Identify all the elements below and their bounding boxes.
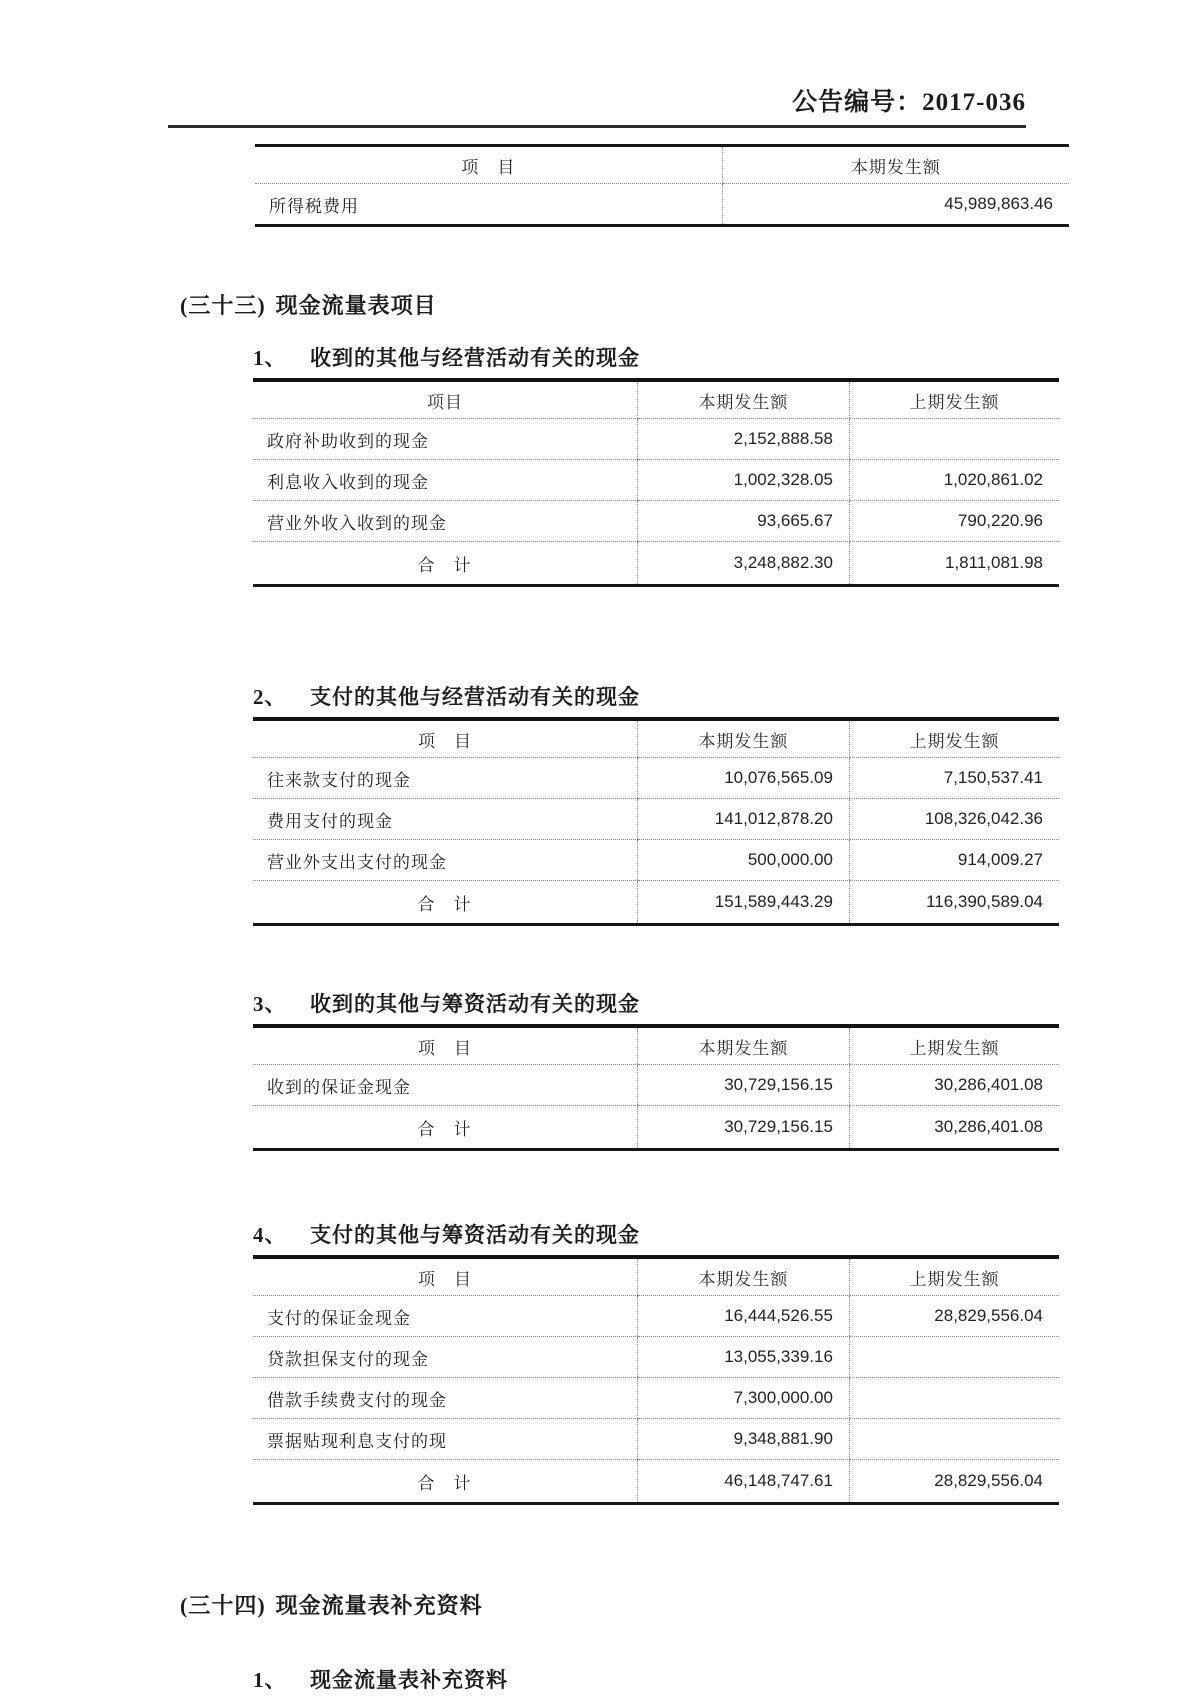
column-header: 项 目 [255, 146, 722, 184]
column-header: 上期发生额 [849, 1028, 1059, 1065]
column-header: 本期发生额 [637, 1028, 849, 1065]
subsection-number: 4、 [253, 1223, 287, 1247]
current-period-value: 500,000.00 [637, 840, 849, 881]
item-cell: 借款手续费支付的现金 [253, 1378, 637, 1419]
prior-period-value: 1,020,861.02 [849, 460, 1059, 501]
prior-period-value: 1,811,081.98 [849, 542, 1059, 586]
section-33-heading [180, 289, 1200, 320]
current-period-value: 46,148,747.61 [637, 1460, 849, 1504]
current-period-value: 141,012,878.20 [637, 799, 849, 840]
subsection-title: 支付的其他与经营活动有关的现金 [310, 685, 640, 709]
table-header-row [253, 721, 1059, 758]
prior-period-value: 790,220.96 [849, 501, 1059, 542]
item-cell: 贷款担保支付的现金 [253, 1337, 637, 1378]
table-row [253, 840, 1059, 881]
current-period-value: 30,729,156.15 [637, 1106, 849, 1150]
prior-period-value: 30,286,401.08 [849, 1106, 1059, 1150]
current-period-value: 3,248,882.30 [637, 542, 849, 586]
table-row [255, 184, 1069, 226]
current-period-value: 2,152,888.58 [637, 419, 849, 460]
section-34-sub-title: 现金流量表补充资料 [310, 1668, 508, 1692]
current-period-value: 151,589,443.29 [637, 881, 849, 925]
current-period-value: 16,444,526.55 [637, 1296, 849, 1337]
prior-period-value [849, 1378, 1059, 1419]
income-tax-table-wrap [255, 144, 1069, 227]
table-row [253, 419, 1059, 460]
subsection-title: 收到的其他与经营活动有关的现金 [310, 346, 640, 370]
current-period-value: 7,300,000.00 [637, 1378, 849, 1419]
table-row [253, 460, 1059, 501]
income-tax-table [255, 144, 1069, 227]
item-cell: 收到的保证金现金 [253, 1065, 637, 1106]
column-header: 本期发生额 [637, 721, 849, 758]
announcement-number: 公告编号：2017-036 [792, 89, 1026, 116]
subsection-table [253, 721, 1059, 926]
subsection-number: 3、 [253, 992, 287, 1016]
total-row [253, 542, 1059, 586]
prior-period-value: 116,390,589.04 [849, 881, 1059, 925]
current-period-value: 30,729,156.15 [637, 1065, 849, 1106]
item-cell: 营业外收入收到的现金 [253, 501, 637, 542]
item-cell: 合 计 [417, 555, 472, 575]
subsection [253, 988, 1059, 1151]
prior-period-value: 7,150,537.41 [849, 758, 1059, 799]
table-row [253, 501, 1059, 542]
section-33-title: 现金流量表项目 [275, 293, 437, 318]
current-period-value: 10,076,565.09 [637, 758, 849, 799]
column-header: 上期发生额 [849, 382, 1059, 419]
table-header-row [255, 146, 1069, 184]
doc-header [168, 82, 1026, 128]
prior-period-value: 30,286,401.08 [849, 1065, 1059, 1106]
subsection-heading [253, 988, 1059, 1028]
subsection-heading [253, 342, 1059, 382]
current-period-value: 45,989,863.46 [722, 184, 1069, 226]
current-period-value: 1,002,328.05 [637, 460, 849, 501]
prior-period-value: 28,829,556.04 [849, 1296, 1059, 1337]
table-row [253, 799, 1059, 840]
item-cell: 利息收入收到的现金 [253, 460, 637, 501]
column-header: 上期发生额 [849, 721, 1059, 758]
item-cell: 合 计 [417, 894, 472, 914]
subsection-number: 1、 [253, 346, 287, 370]
table-row [253, 1296, 1059, 1337]
subsection-table [253, 382, 1059, 587]
column-header: 本期发生额 [637, 1259, 849, 1296]
subsection [253, 1219, 1059, 1505]
column-header: 项 目 [253, 1259, 637, 1296]
prior-period-value [849, 1419, 1059, 1460]
item-cell: 合 计 [417, 1119, 472, 1139]
subsection [253, 342, 1059, 587]
subsection-heading [253, 681, 1059, 721]
subsection [253, 681, 1059, 926]
table-header-row [253, 382, 1059, 419]
section-34-sub-number: 1、 [253, 1668, 287, 1692]
item-cell: 票据贴现利息支付的现 [253, 1419, 637, 1460]
section-34-number: (三十四) [180, 1593, 266, 1618]
section-34-heading [180, 1589, 1200, 1620]
item-cell: 费用支付的现金 [253, 799, 637, 840]
subsection-list [253, 342, 1059, 1505]
prior-period-value: 28,829,556.04 [849, 1460, 1059, 1504]
item-cell: 合 计 [417, 1473, 472, 1493]
prior-period-value: 914,009.27 [849, 840, 1059, 881]
item-cell: 政府补助收到的现金 [253, 419, 637, 460]
total-row [253, 1106, 1059, 1150]
subsection-heading [253, 1219, 1059, 1259]
subsection-table [253, 1028, 1059, 1151]
section-34-title: 现金流量表补充资料 [275, 1593, 483, 1618]
section-34-sub-heading [253, 1664, 1200, 1694]
column-header: 项 目 [253, 721, 637, 758]
table-row [253, 1378, 1059, 1419]
prior-period-value [849, 1337, 1059, 1378]
subsection-title: 支付的其他与筹资活动有关的现金 [310, 1223, 640, 1247]
subsection-title: 收到的其他与筹资活动有关的现金 [310, 992, 640, 1016]
column-header: 项 目 [253, 1028, 637, 1065]
table-row [253, 758, 1059, 799]
item-cell: 所得税费用 [269, 196, 359, 216]
current-period-value: 93,665.67 [637, 501, 849, 542]
item-cell: 营业外支出支付的现金 [253, 840, 637, 881]
prior-period-value [849, 419, 1059, 460]
current-period-value: 13,055,339.16 [637, 1337, 849, 1378]
table-row [253, 1337, 1059, 1378]
total-row [253, 1460, 1059, 1504]
current-period-value: 9,348,881.90 [637, 1419, 849, 1460]
total-row [253, 881, 1059, 925]
item-cell: 支付的保证金现金 [253, 1296, 637, 1337]
column-header: 项目 [253, 382, 637, 419]
column-header: 本期发生额 [637, 382, 849, 419]
table-row [253, 1065, 1059, 1106]
subsection-table [253, 1259, 1059, 1505]
table-header-row [253, 1259, 1059, 1296]
column-header: 本期发生额 [722, 146, 1069, 184]
section-33-number: (三十三) [180, 293, 266, 318]
item-cell: 往来款支付的现金 [253, 758, 637, 799]
prior-period-value: 108,326,042.36 [849, 799, 1059, 840]
column-header: 上期发生额 [849, 1259, 1059, 1296]
subsection-number: 2、 [253, 685, 287, 709]
table-header-row [253, 1028, 1059, 1065]
table-row [253, 1419, 1059, 1460]
